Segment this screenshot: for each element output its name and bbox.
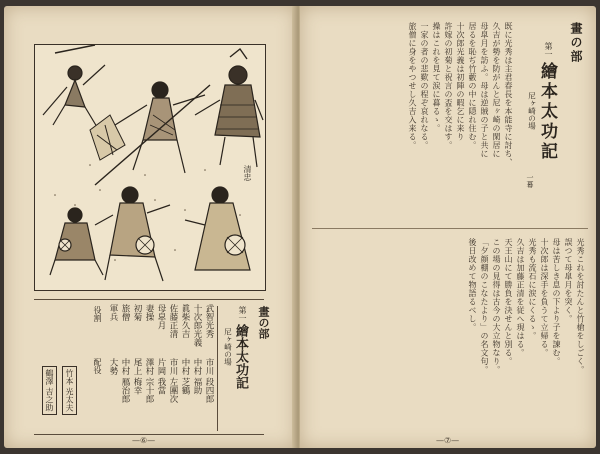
cast-role-8: 軍兵 xyxy=(108,304,118,321)
text-line: この場の見得は古今の大立物なり。 xyxy=(492,238,501,374)
cast-role-2: 眞柴久吉 xyxy=(180,304,190,338)
text-line: 天王山にて勝負を決せんと別る。 xyxy=(504,238,513,366)
text-line: 「夕顔棚のこなたより」の名文句。 xyxy=(480,238,489,374)
cast-bottom-rule xyxy=(34,434,264,435)
cast-actor-5: 澤村 宗十郎 xyxy=(144,358,154,404)
section-heading: 畫の部 xyxy=(569,22,583,64)
play-number: 第一 xyxy=(544,42,553,58)
text-line: 居るを恥ぢ竹藪の中に隠れ住む。 xyxy=(468,22,477,150)
cast-role-3: 佐藤正清 xyxy=(168,304,178,338)
cast-actor-4: 片岡 我當 xyxy=(156,358,166,395)
scene-title: 尼ヶ崎の場 xyxy=(527,92,537,130)
text-line: 後日改めて物語るべし。 xyxy=(468,238,477,332)
cast-actor-2: 中村 芝鶴 xyxy=(180,358,190,395)
text-line: 光秀も流石に涙にくるゝ。 xyxy=(528,238,537,340)
text-line: 十次郎光義は初陣の暇乞に来り xyxy=(456,22,465,141)
act-mark: 一幕 xyxy=(526,174,534,188)
middle-rule xyxy=(312,228,588,229)
chanter-credit: 竹本 光太夫 xyxy=(62,366,77,415)
illustration-signature: 清忠 xyxy=(243,165,252,181)
cast-play-title: 繪本太功記 xyxy=(233,324,248,389)
shamisen-credit: 鶴澤 吉之助 xyxy=(42,366,57,415)
text-line: 十次郎は深手を負うて立帰る。 xyxy=(540,238,549,357)
play-title: 繪本太功記 xyxy=(537,62,557,162)
text-line: 母皐月を訪ふ。母は逆賊の子と共に xyxy=(480,22,489,158)
cast-actor-0: 市川 段四郎 xyxy=(204,358,214,404)
cast-header-actors: 配役 xyxy=(93,358,102,374)
kabuki-illustration xyxy=(34,44,266,291)
right-page xyxy=(300,6,596,448)
cast-role-6: 初菊 xyxy=(132,304,142,321)
left-folio: —⑥— xyxy=(132,436,156,445)
text-line: 既に光秀は主君春長を本能寺に討ち、 xyxy=(504,22,513,167)
text-line: 誤つて母皐月を突く。 xyxy=(564,238,573,323)
upper-text-block xyxy=(314,22,514,212)
right-folio: —⑦— xyxy=(436,436,460,445)
cast-section-title: 畫の部 xyxy=(257,306,270,339)
cast-actor-7: 中村 鴈治郎 xyxy=(120,358,130,404)
cast-header-roles: 役割 xyxy=(93,306,102,322)
cast-actor-3: 市川 左團次 xyxy=(168,358,178,404)
cast-role-0: 武智光秀 xyxy=(204,304,214,338)
cast-role-7: 旅僧 xyxy=(120,304,130,321)
cast-actor-8: 大勢 xyxy=(108,358,118,375)
cast-play-number: 第一 xyxy=(238,306,247,322)
text-line: 操はこれを見て涙に暮るゝ。 xyxy=(432,22,441,133)
cast-scene: 尼ヶ崎の場 xyxy=(223,328,233,366)
lower-text-block xyxy=(314,238,586,430)
text-line: 光秀これを討たんと竹槍をしごく。 xyxy=(576,238,585,374)
cast-actor-6: 尾上 梅幸 xyxy=(132,358,142,395)
text-line: 母は苦しき息の下より子を諌む。 xyxy=(552,238,561,366)
cast-top-rule xyxy=(34,299,264,300)
cast-actor-1: 中村 福助 xyxy=(192,358,202,395)
cast-divider xyxy=(217,306,218,431)
text-line: 一家の者の悲歎の程ぞ哀れなる。 xyxy=(420,22,429,150)
text-line: 久吉は加藤正清を従へ現はる。 xyxy=(516,238,525,357)
left-page xyxy=(4,6,296,448)
illustration-drawing xyxy=(35,45,265,290)
cast-role-4: 母皐月 xyxy=(156,304,166,330)
text-line: 久吉が勢を防がんと尼ヶ崎の閑居に xyxy=(492,22,501,158)
text-line: 旅僧に身をやつせし久吉入来る。 xyxy=(408,22,417,150)
cast-role-1: 十次郎光義 xyxy=(192,304,202,347)
cast-role-5: 妻操 xyxy=(144,304,154,321)
text-line: 許嫁の初菊と祝言の盃を交はす。 xyxy=(444,22,453,150)
